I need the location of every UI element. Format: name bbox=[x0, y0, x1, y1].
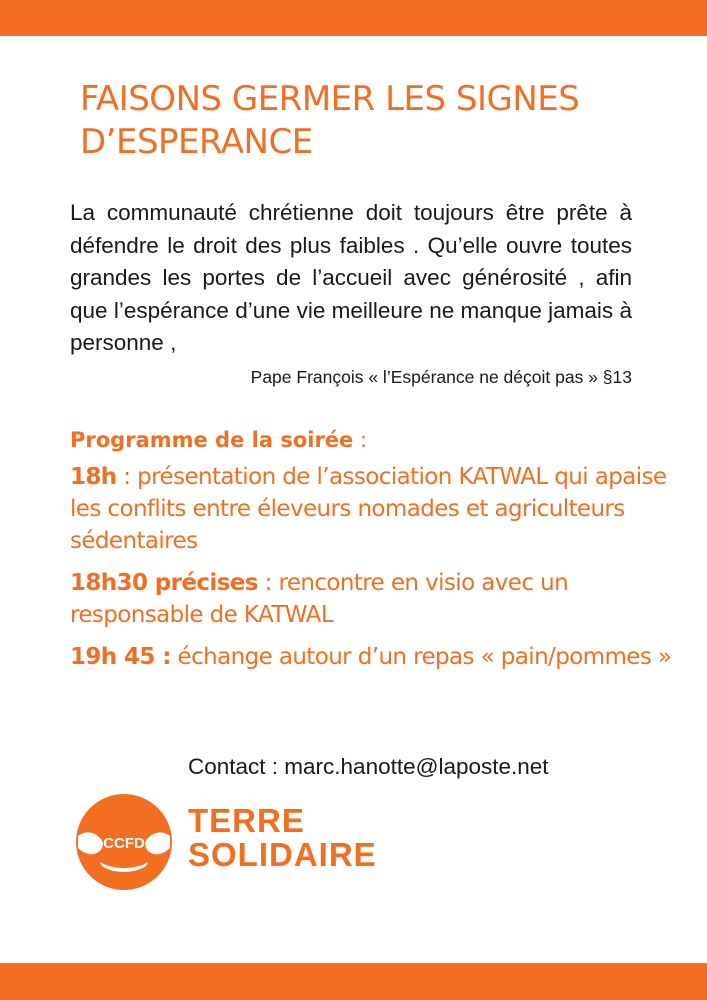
logo-wordmark-line-2: SOLIDAIRE bbox=[188, 836, 377, 873]
program-heading bbox=[70, 424, 680, 456]
logo-wordmark bbox=[188, 804, 377, 872]
program-item-text: échange autour d’un repas « pain/pommes » bbox=[170, 644, 672, 670]
quote-source: Pape François « l’Espérance ne déçoit pas » §13 bbox=[250, 367, 632, 387]
program-section bbox=[70, 424, 680, 683]
logo-wordmark-line-1: TERRE bbox=[188, 802, 305, 839]
page-title bbox=[80, 78, 680, 164]
top-orange-band bbox=[0, 0, 707, 36]
contact-line: Contact : marc.hanotte@laposte.net bbox=[188, 754, 549, 779]
logo-mark-text: CCFD bbox=[103, 835, 145, 852]
quote-text: La communauté chrétienne doit toujours être prête à défendre le droit des plus faibles . Qu’elle ouvre toutes grandes les portes de l’accueil avec générosité , afin que l’espérance d’une vie meilleure ne manque jamais à personne , bbox=[70, 200, 632, 355]
program-heading-label: Programme de la soirée bbox=[70, 428, 354, 452]
program-item-time: 18h30 précises bbox=[70, 570, 258, 596]
program-item bbox=[70, 461, 680, 557]
program-item-text: : rencontre en visio avec un responsable de KATWAL bbox=[70, 570, 569, 628]
ccfd-terre-solidaire-logo bbox=[72, 792, 402, 892]
program-item bbox=[70, 567, 680, 631]
program-item bbox=[70, 641, 680, 673]
bottom-orange-band bbox=[0, 963, 707, 1000]
program-item-time: 18h bbox=[70, 464, 117, 490]
ccfd-globe-icon bbox=[72, 792, 176, 892]
program-heading-colon: : bbox=[353, 428, 368, 452]
title-line-1: FAISONS GERMER LES SIGNES bbox=[80, 79, 580, 119]
title-line-2: D’ESPERANCE bbox=[80, 122, 313, 162]
program-item-text: : présentation de l’association KATWAL qui apaise les conflits entre éleveurs nomades et agriculteurs sédentaires bbox=[70, 464, 667, 554]
program-item-time: 19h 45 : bbox=[70, 644, 171, 670]
